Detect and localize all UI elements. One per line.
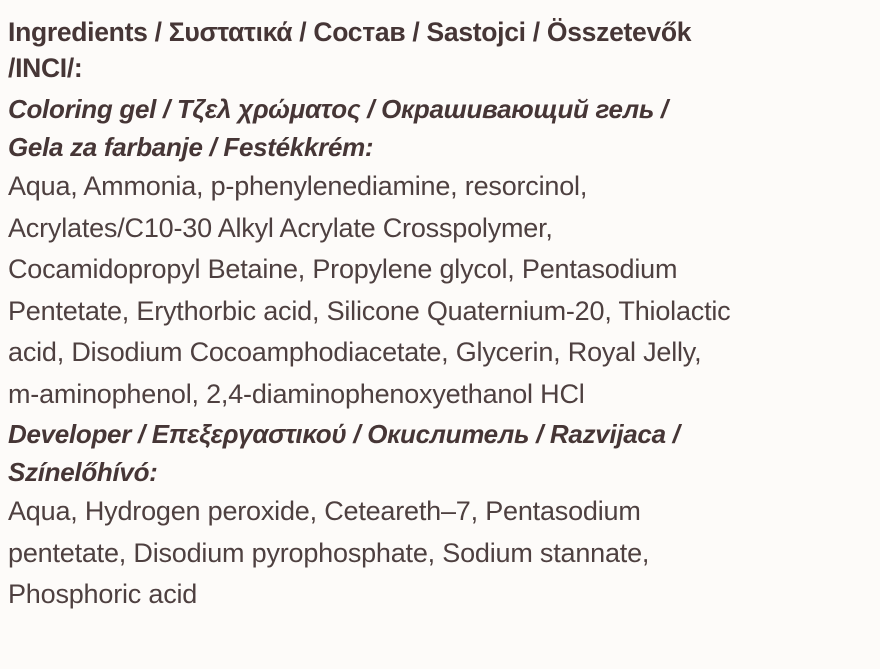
coloring-gel-ingredients-line: Aqua, Ammonia, p-phenylenediamine, resorcinol, [8,171,588,201]
coloring-gel-section [8,90,880,415]
coloring-gel-ingredients-line: acid, Disodium Cocoamphodiacetate, Glycerin, Royal Jelly, [8,337,702,367]
heading-line-1: Ingredients / Συστατικά / Состав / Sastojci / Összetevők [8,17,692,47]
developer-section [8,415,880,616]
developer-title-line-1: Developer / Επεξεργαστικού / Окислитель / Razvijaca / [8,419,680,449]
coloring-gel-ingredients-line: Cocamidopropyl Betaine, Propylene glycol, Pentasodium [8,254,678,284]
coloring-gel-ingredients-line: Pentetate, Erythorbic acid, Silicone Quaternium-20, Thiolactic [8,295,731,326]
developer-ingredients [8,491,880,616]
developer-ingredients-line: Phosphoric acid [8,579,198,609]
developer-title-line-2: Színelőhívó: [8,457,158,487]
coloring-gel-ingredients [8,166,880,415]
developer-ingredients-line: pentetate, Disodium pyrophosphate, Sodium stannate, [8,537,650,568]
coloring-gel-title-line-1: Coloring gel / Τζελ χρώματος / Окрашивающий гель / [8,94,668,124]
coloring-gel-title-line-2: Gela za farbanje / Festékkrém: [8,132,374,162]
heading-line-2: /INCI/: [8,53,83,83]
coloring-gel-ingredients-line: Acrylates/C10-30 Alkyl Acrylate Crosspolymer, [8,212,553,243]
coloring-gel-ingredients-line: m-aminophenol, 2,4-diaminophenoxyethanol HCl [8,378,585,409]
developer-ingredients-line: Aqua, Hydrogen peroxide, Ceteareth–7, Pentasodium [8,496,641,526]
ingredients-heading [8,14,880,86]
